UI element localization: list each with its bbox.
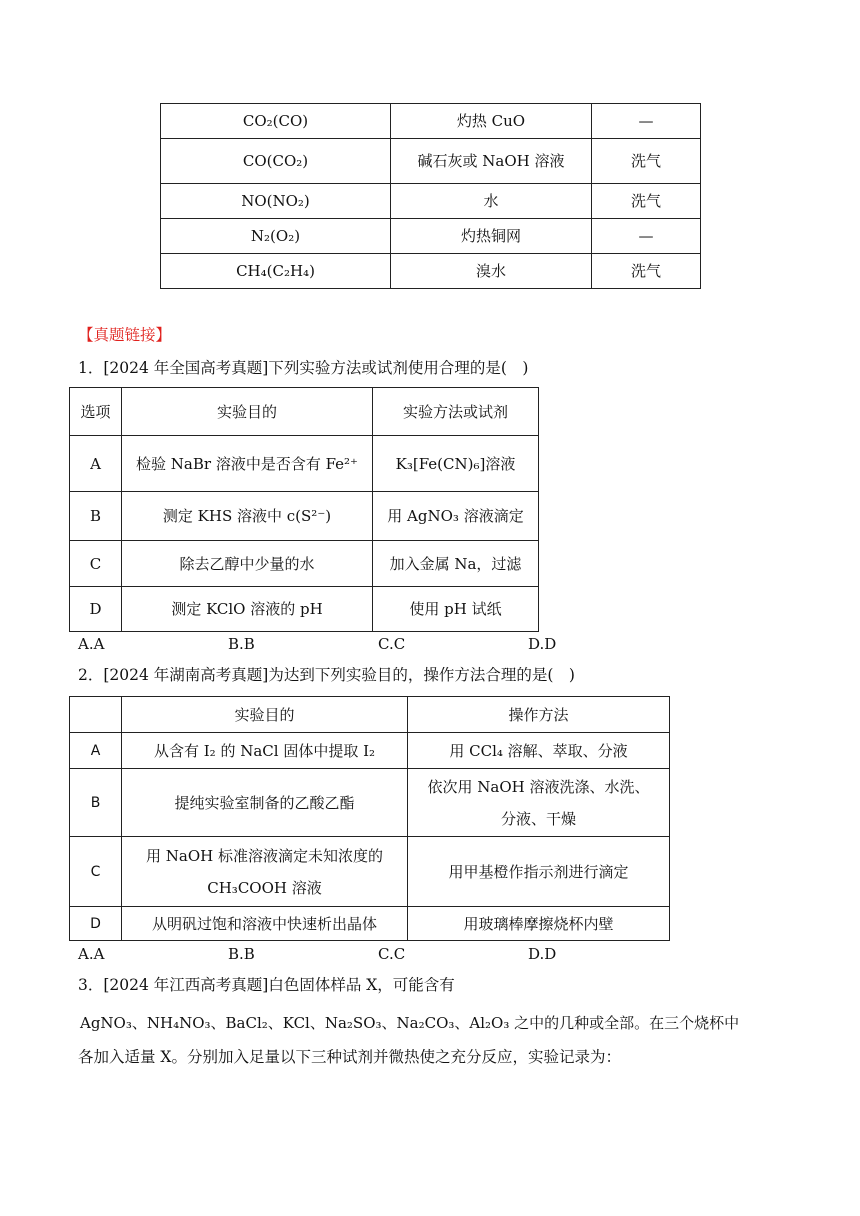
- table-row: [70, 492, 539, 541]
- table-row: [70, 587, 539, 632]
- table-cell: 从含有 I₂ 的 NaCl 固体中提取 I₂: [122, 733, 408, 769]
- header-cell: 实验目的: [122, 697, 408, 733]
- table-cell: C: [70, 541, 122, 587]
- table-cell: 用玻璃棒摩擦烧杯内壁: [408, 907, 670, 941]
- section-title: 【真题链接】: [78, 326, 172, 344]
- table-cell: K₃[Fe(CN)₆]溶液: [373, 436, 539, 492]
- table-cell: 洗气: [592, 139, 701, 184]
- table-cell: 提纯实验室制备的乙酸乙酯: [122, 769, 408, 837]
- table-cell: 洗气: [592, 254, 701, 289]
- header-cell: 选项: [70, 388, 122, 436]
- question-3-line-1: 3．[2024 年江西高考真题]白色固体样品 X，可能含有: [78, 976, 455, 994]
- table-cell: A: [70, 733, 122, 769]
- table-cell: —: [592, 104, 701, 139]
- table-cell: A: [70, 436, 122, 492]
- table-row: [161, 254, 701, 289]
- cell-line: 依次用 NaOH 溶液洗涤、水洗、: [427, 777, 650, 796]
- table-cell: 溴水: [391, 254, 592, 289]
- table-cell: NO(NO₂): [161, 184, 391, 219]
- table-row: [161, 184, 701, 219]
- option-b: B.B: [228, 635, 255, 653]
- option-a: A.A: [78, 945, 105, 963]
- table-cell: 加入金属 Na，过滤: [373, 541, 539, 587]
- table-row: [161, 104, 701, 139]
- table-cell: 使用 pH 试纸: [373, 587, 539, 632]
- table-row: [70, 388, 539, 436]
- header-cell: 操作方法: [408, 697, 670, 733]
- option-d: D.D: [528, 945, 557, 963]
- table-cell: 用 AgNO₃ 溶液滴定: [373, 492, 539, 541]
- table-row: [70, 697, 670, 733]
- table-cell: 用甲基橙作指示剂进行滴定: [408, 837, 670, 907]
- table-row: [161, 139, 701, 184]
- table-cell: CO(CO₂): [161, 139, 391, 184]
- table-cell: C: [70, 837, 122, 907]
- question-3-line-3: 各加入适量 X。分别加入足量以下三种试剂并微热使之充分反应，实验记录为：: [78, 1048, 621, 1066]
- table-cell: 测定 KHS 溶液中 c(S²⁻): [122, 492, 373, 541]
- table-row: [70, 769, 670, 837]
- table-cell: 灼热 CuO: [391, 104, 592, 139]
- option-a: A.A: [78, 635, 105, 653]
- table-cell: [408, 769, 670, 837]
- table-cell: 从明矾过饱和溶液中快速析出晶体: [122, 907, 408, 941]
- cell-line: CH₃COOH 溶液: [207, 878, 322, 897]
- table-cell: 除去乙醇中少量的水: [122, 541, 373, 587]
- table-cell: D: [70, 587, 122, 632]
- purification-table: [160, 103, 701, 289]
- table-cell: 检验 NaBr 溶液中是否含有 Fe²⁺: [122, 436, 373, 492]
- question-2-table: [69, 696, 670, 941]
- table-row: [161, 219, 701, 254]
- table-cell: 水: [391, 184, 592, 219]
- header-cell: 实验目的: [122, 388, 373, 436]
- cell-line: 用 NaOH 标准溶液滴定未知浓度的: [146, 846, 383, 865]
- option-c: C.C: [378, 945, 406, 963]
- header-cell: 实验方法或试剂: [373, 388, 539, 436]
- table-row: [70, 837, 670, 907]
- table-cell: —: [592, 219, 701, 254]
- option-b: B.B: [228, 945, 255, 963]
- question-2-stem: 2．[2024 年湖南高考真题]为达到下列实验目的，操作方法合理的是( ): [78, 666, 575, 684]
- table-cell: CH₄(C₂H₄): [161, 254, 391, 289]
- question-3-line-2: AgNO₃、NH₄NO₃、BaCl₂、KCl、Na₂SO₃、Na₂CO₃、Al₂O₃ 之中的几种或全部。在三个烧杯中: [80, 1014, 740, 1032]
- table-row: [70, 733, 670, 769]
- table-cell: N₂(O₂): [161, 219, 391, 254]
- question-1-stem: 1．[2024 年全国高考真题]下列实验方法或试剂使用合理的是( ): [78, 359, 529, 377]
- table-cell: [122, 837, 408, 907]
- table-cell: B: [70, 769, 122, 837]
- table-cell: 用 CCl₄ 溶解、萃取、分液: [408, 733, 670, 769]
- cell-line: 分液、干燥: [500, 809, 576, 828]
- option-c: C.C: [378, 635, 406, 653]
- table-cell: 碱石灰或 NaOH 溶液: [391, 139, 592, 184]
- question-1-table: [69, 387, 539, 632]
- header-cell: [70, 697, 122, 733]
- table-cell: 测定 KClO 溶液的 pH: [122, 587, 373, 632]
- table-row: [70, 907, 670, 941]
- table-cell: B: [70, 492, 122, 541]
- table-cell: 灼热铜网: [391, 219, 592, 254]
- table-cell: D: [70, 907, 122, 941]
- table-row: [70, 436, 539, 492]
- option-d: D.D: [528, 635, 557, 653]
- table-row: [70, 541, 539, 587]
- table-cell: 洗气: [592, 184, 701, 219]
- table-cell: CO₂(CO): [161, 104, 391, 139]
